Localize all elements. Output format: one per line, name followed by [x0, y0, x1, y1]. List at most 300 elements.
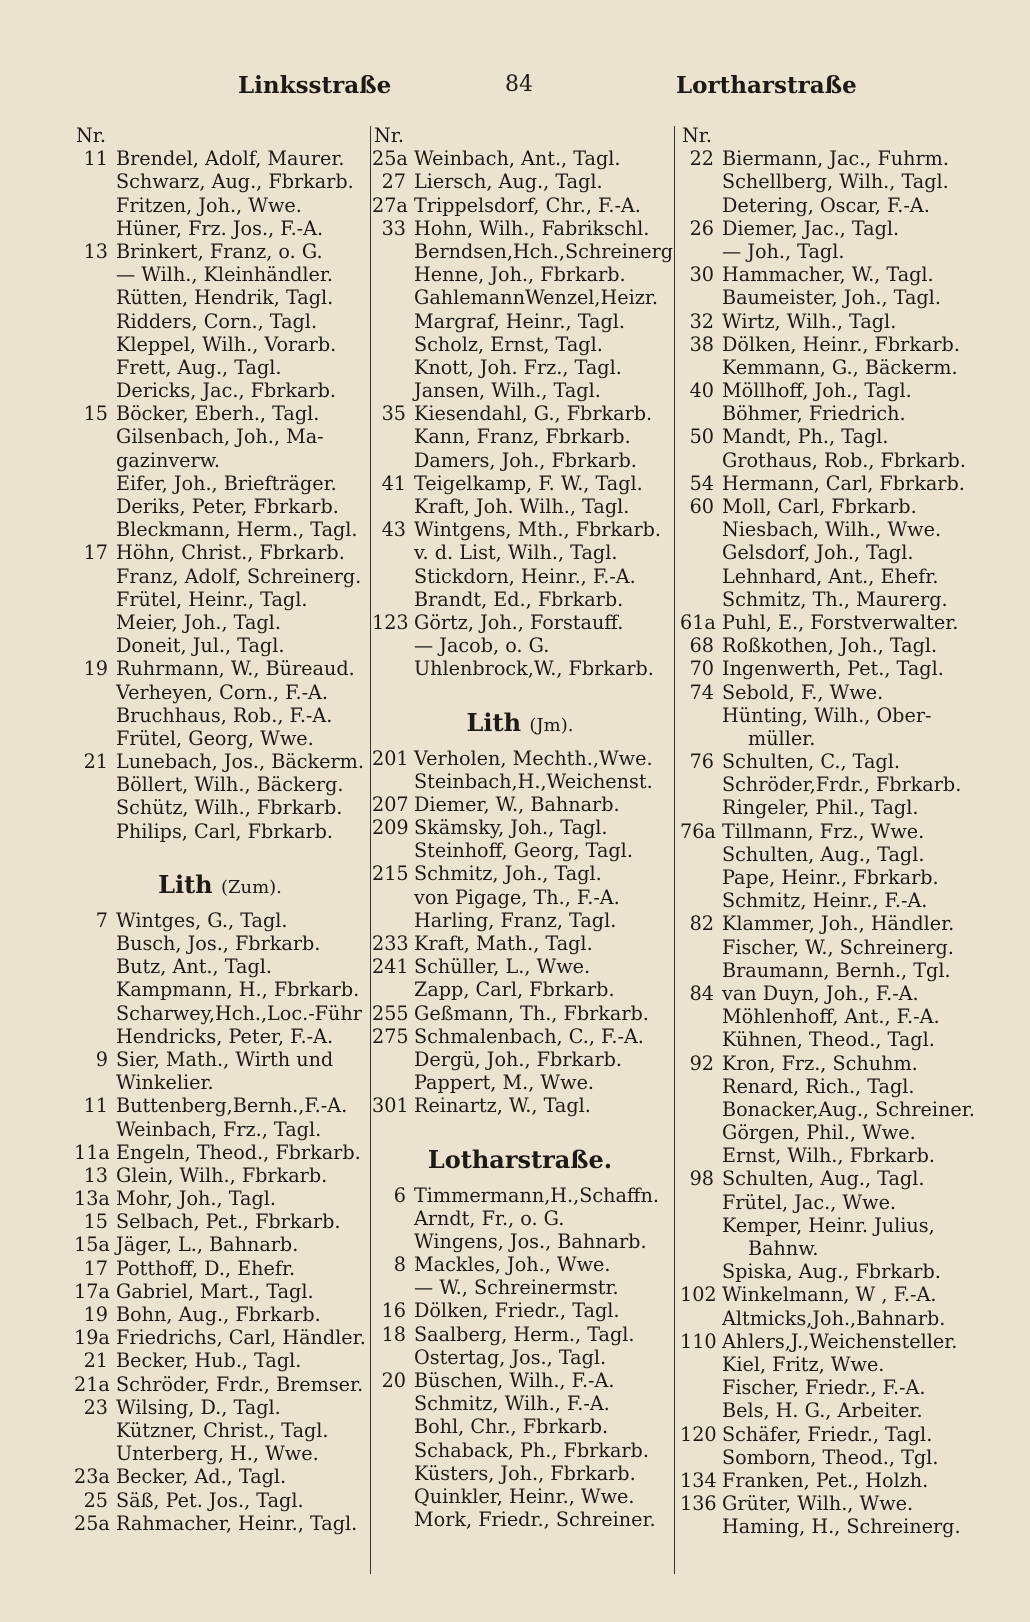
resident-name: Schaback, Ph., Fbrkarb. [414, 1438, 649, 1462]
resident-name: Uhlenbrock,W., Fbrkarb. [414, 657, 654, 681]
resident-name: Berndsen,Hch.,Schreinerg [414, 239, 674, 263]
house-number: 61a [680, 610, 716, 634]
resident-name: Schröder,Frdr., Fbrkarb. [722, 773, 962, 797]
resident-name: Schmitz, Heinr., F.-A. [722, 889, 928, 913]
house-number: 23a [74, 1465, 110, 1489]
resident-name: Kron, Frz., Schuhm. [722, 1051, 918, 1075]
resident-name: Diemer, Jac., Tagl. [722, 216, 900, 240]
resident-entry [372, 588, 668, 611]
resident-entry [74, 1094, 366, 1117]
resident-name: Mackles, Joh., Wwe. [414, 1253, 611, 1277]
resident-entry [74, 1002, 366, 1025]
resident-entry [74, 472, 366, 495]
resident-name: Mork, Friedr., Schreiner. [414, 1508, 656, 1532]
resident-name: Schmitz, Th., Maurerg. [722, 587, 948, 611]
resident-name: Dericks, Jac., Fbrkarb. [116, 379, 337, 403]
house-number: 82 [689, 912, 714, 936]
resident-entry [372, 449, 668, 472]
resident-name: Weinbach, Frz., Tagl. [116, 1117, 322, 1141]
resident-entry [372, 1025, 668, 1048]
resident-name: Fischer, W., Schreinerg. [722, 935, 954, 959]
resident-entry [372, 1002, 668, 1025]
resident-name: Philips, Carl, Fbrkarb. [116, 819, 334, 843]
resident-name: Mohr, Joh., Tagl. [116, 1187, 276, 1211]
resident-name: Hermann, Carl, Fbrkarb. [722, 471, 965, 495]
resident-name: Moll, Carl, Fbrkarb. [722, 495, 917, 518]
resident-name: Bruchhaus, Rob., F.-A. [116, 703, 333, 727]
resident-name: Kann, Franz, Fbrkarb. [414, 425, 631, 449]
resident-name: Möhlenhoff, Ant., F.-A. [722, 1005, 940, 1029]
resident-entry [74, 356, 366, 379]
resident-entry [680, 286, 1000, 309]
resident-entry [680, 1005, 1000, 1028]
resident-entry [74, 909, 366, 932]
resident-entry [680, 1167, 1000, 1190]
house-number: 74 [689, 680, 714, 704]
resident-name: Wintges, G., Tagl. [116, 908, 288, 932]
entry-continuation: gazinverw. [116, 448, 220, 472]
resident-entry [372, 402, 668, 425]
resident-name: Görtz, Joh., Forstauff. [414, 610, 624, 634]
resident-entry [680, 495, 1000, 518]
resident-name: Dölken, Heinr., Fbrkarb. [722, 332, 960, 356]
resident-entry [680, 704, 1000, 727]
resident-entry [74, 240, 366, 263]
resident-entry [372, 747, 668, 770]
house-number: 60 [689, 495, 714, 518]
house-number: 25a [372, 147, 408, 171]
resident-name: Quinkler, Heinr., Wwe. [414, 1484, 635, 1508]
resident-entry [680, 959, 1000, 982]
resident-entry [680, 936, 1000, 959]
house-number: 275 [372, 1024, 409, 1048]
resident-entry [680, 240, 1000, 263]
resident-entry [680, 1399, 1000, 1422]
resident-name: Hendricks, Peter, F.-A. [116, 1024, 334, 1048]
resident-name: Frütel, Georg, Wwe. [116, 726, 314, 750]
house-number: 40 [689, 379, 714, 403]
resident-entry [74, 1048, 366, 1071]
resident-name: Gabriel, Mart., Tagl. [116, 1279, 314, 1303]
resident-entry [74, 170, 366, 193]
resident-entry [680, 1283, 1000, 1306]
resident-name: Schmitz, Joh., Tagl. [414, 862, 602, 886]
resident-name: Steinhoff, Georg, Tagl. [414, 839, 633, 863]
resident-name: Schulten, C., Tagl. [722, 750, 900, 774]
house-number: 13a [74, 1187, 110, 1211]
street-name: Lith [466, 707, 522, 737]
house-number: 32 [689, 309, 714, 333]
page-header [0, 72, 1030, 106]
house-number: 120 [680, 1422, 717, 1446]
house-number: 33 [381, 216, 406, 240]
resident-name: Ahlers,J.,Weichensteller. [722, 1329, 958, 1353]
house-number: 50 [689, 425, 714, 449]
resident-name: Puhl, E., Forstverwalter. [722, 610, 959, 634]
resident-name: Engeln, Theod., Fbrkarb. [116, 1140, 361, 1164]
resident-name: Stickdorn, Heinr., F.-A. [414, 564, 636, 588]
street-heading [372, 681, 668, 747]
resident-entry [680, 1469, 1000, 1492]
resident-entry [74, 333, 366, 356]
resident-name: Detering, Oscar, F.-A. [722, 193, 930, 217]
house-number: 18 [381, 1322, 406, 1346]
house-number: 15 [83, 1210, 108, 1234]
resident-name: Unterberg, H., Wwe. [116, 1442, 319, 1466]
resident-entry [74, 657, 366, 680]
resident-name: Doneit, Jul., Tagl. [116, 634, 285, 658]
house-number: 23 [83, 1395, 108, 1419]
resident-entry [680, 1028, 1000, 1051]
street-name: Lotharstraße. [427, 1144, 613, 1174]
resident-name: Deriks, Peter, Fbrkarb. [116, 495, 339, 518]
resident-entry [372, 1276, 668, 1299]
house-number: 215 [372, 862, 409, 886]
resident-name: Hammacher, W., Tagl. [722, 263, 934, 287]
resident-name: Fritzen, Joh., Wwe. [116, 193, 302, 217]
resident-entry [372, 541, 668, 564]
resident-name: Trippelsdorf, Chr., F.-A. [414, 193, 641, 217]
resident-name: Kampmann, H., Fbrkarb. [116, 978, 360, 1002]
resident-name: Wingens, Jos., Bahnarb. [414, 1229, 647, 1253]
resident-name: Pape, Heinr., Fbrkarb. [722, 866, 939, 889]
resident-entry [680, 541, 1000, 564]
resident-entry [680, 1353, 1000, 1376]
resident-name: Görgen, Phil., Wwe. [722, 1121, 916, 1145]
street-heading [372, 1118, 668, 1184]
resident-name: Baumeister, Joh., Tagl. [722, 286, 941, 310]
resident-entry [74, 1210, 366, 1233]
resident-name: Verholen, Mechth.,Wwe. [414, 746, 653, 770]
resident-name: Frett, Aug., Tagl. [116, 355, 282, 379]
resident-entry [680, 170, 1000, 193]
house-number: 11 [83, 1094, 108, 1118]
resident-name: van Duyn, Joh., F.-A. [722, 981, 919, 1005]
resident-entry [680, 1515, 1000, 1538]
resident-entry [372, 495, 668, 518]
resident-name: — W., Schreinermstr. [414, 1276, 619, 1300]
resident-entry [372, 1462, 668, 1485]
resident-entry [74, 750, 366, 773]
street-name: Lith [158, 869, 213, 899]
resident-name: Ingenwerth, Pet., Tagl. [722, 657, 944, 681]
resident-entry [372, 147, 668, 170]
resident-entry [74, 1118, 366, 1141]
resident-name: Skämsky, Joh., Tagl. [414, 816, 608, 840]
resident-entry [74, 978, 366, 1001]
resident-entry [74, 1280, 366, 1303]
house-number: 26 [689, 216, 714, 240]
resident-entry [372, 1299, 668, 1322]
number-column-label: Nr. [374, 124, 404, 147]
number-column-label: Nr. [76, 124, 106, 147]
resident-name: Steinbach,H.,Weichenst. [414, 769, 653, 793]
resident-entry [680, 1376, 1000, 1399]
resident-name: Frütel, Jac., Wwe. [722, 1190, 897, 1214]
resident-entry [372, 239, 674, 263]
resident-name: Kützner, Christ., Tagl. [116, 1418, 329, 1442]
house-number: 233 [372, 932, 409, 955]
house-number: 30 [689, 263, 714, 287]
running-head-left: Linksstraße [238, 72, 392, 99]
house-number: 27 [381, 170, 406, 194]
resident-name: Böcker, Eberh., Tagl. [116, 402, 320, 426]
house-number: 25a [74, 1511, 110, 1535]
resident-entry [680, 356, 1000, 379]
resident-name: Fischer, Friedr., F.-A. [722, 1376, 926, 1400]
resident-name: Braumann, Bernh., Tgl. [722, 958, 951, 982]
resident-name: Schüller, L., Wwe. [414, 955, 591, 979]
resident-entry [372, 333, 668, 356]
resident-name: Pappert, M., Wwe. [414, 1071, 595, 1095]
resident-entry [74, 1419, 366, 1442]
resident-name: Franz, Adolf, Schreinerg. [116, 564, 362, 588]
resident-entry [372, 1230, 668, 1253]
resident-entry [372, 862, 668, 885]
resident-entry [74, 286, 366, 309]
resident-entry [372, 194, 668, 217]
resident-entry [74, 1164, 366, 1187]
resident-entry [680, 1191, 1000, 1214]
resident-entry [74, 634, 366, 657]
number-column-label: Nr. [682, 124, 712, 147]
house-number: 25 [83, 1488, 108, 1512]
resident-entry [680, 1144, 1000, 1167]
house-number: 209 [372, 816, 409, 840]
house-number: 7 [95, 908, 108, 932]
resident-entry [680, 425, 1000, 448]
house-number: 110 [680, 1329, 717, 1353]
resident-entry [372, 1253, 668, 1276]
resident-entry [74, 727, 366, 750]
resident-entry [74, 1465, 366, 1488]
resident-name: Küsters, Joh., Fbrkarb. [414, 1461, 636, 1485]
resident-entry [680, 750, 1000, 773]
resident-name: Sier, Math., Wirth und [116, 1047, 334, 1071]
resident-name: Knott, Joh. Frz., Tagl. [414, 355, 622, 379]
house-number: 9 [95, 1047, 108, 1071]
resident-entry [680, 263, 1000, 286]
house-number: 8 [393, 1253, 406, 1277]
directory-column-2 [372, 124, 674, 1532]
resident-name: Scharwey,Hch.,Loc.-Führ [116, 1001, 362, 1025]
entry-continuation: Bahnw. [748, 1237, 819, 1260]
resident-name: Reinartz, W., Tagl. [414, 1094, 591, 1118]
resident-entry [74, 194, 366, 217]
house-number: 76a [680, 819, 716, 843]
resident-entry [372, 1094, 668, 1117]
house-number: 11 [83, 147, 108, 171]
resident-entry [372, 611, 668, 634]
resident-name: Scholz, Ernst, Tagl. [414, 332, 603, 356]
resident-entry [372, 1346, 668, 1369]
resident-entry [680, 310, 1000, 333]
resident-name: Schwarz, Aug., Fbrkarb. [116, 170, 354, 194]
resident-name: Schellberg, Wilh., Tagl. [722, 170, 949, 194]
resident-name: Schmitz, Wilh., F.-A. [414, 1392, 610, 1416]
house-number: 17 [83, 541, 108, 565]
resident-name: Brinkert, Franz, o. G. [116, 239, 323, 263]
resident-name: Ridders, Corn., Tagl. [116, 309, 318, 333]
resident-name: Franken, Pet., Holzh. [722, 1468, 929, 1492]
resident-name: Haming, H., Schreinerg. [722, 1515, 961, 1539]
resident-name: — Joh., Tagl. [722, 239, 845, 263]
resident-entry [680, 773, 1000, 796]
resident-name: Zapp, Carl, Fbrkarb. [414, 978, 615, 1002]
resident-name: Winkelmann, W , F.-A. [722, 1283, 937, 1307]
resident-entry [372, 657, 668, 680]
resident-name: Meier, Joh., Tagl. [116, 610, 281, 634]
house-number: 84 [689, 981, 714, 1005]
house-number: 301 [372, 1094, 409, 1118]
resident-name: Dergü, Joh., Fbrkarb. [414, 1047, 623, 1071]
resident-entry [372, 886, 668, 909]
house-number: 17 [83, 1256, 108, 1280]
house-number: 241 [372, 955, 409, 979]
house-number: 21 [83, 750, 108, 774]
resident-entry [74, 932, 366, 955]
resident-entry [74, 611, 366, 634]
resident-entry [372, 1323, 668, 1346]
resident-entry [680, 611, 1000, 634]
resident-entry [372, 909, 668, 932]
resident-name: Bohl, Chr., Fbrkarb. [414, 1415, 609, 1439]
house-number: 70 [689, 657, 714, 681]
resident-name: Böhmer, Friedrich. [722, 402, 906, 426]
resident-entry [680, 1260, 1000, 1283]
resident-name: Spiska, Aug., Fbrkarb. [722, 1260, 941, 1284]
resident-entry [74, 1512, 366, 1535]
house-number: 6 [393, 1183, 406, 1207]
resident-entry [680, 472, 1000, 495]
resident-name: Buttenberg,Bernh.,F.-A. [116, 1094, 348, 1118]
house-number: 41 [381, 471, 406, 495]
resident-name: Hohn, Wilh., Fabrikschl. [414, 216, 650, 240]
resident-name: Roßkothen, Joh., Tagl. [722, 634, 938, 658]
resident-entry [680, 379, 1000, 402]
resident-name: Ernst, Wilh., Fbrkarb. [722, 1144, 935, 1168]
resident-entry [372, 310, 668, 333]
street-qualifier: (Zum). [220, 876, 282, 898]
resident-name: Schulten, Aug., Tagl. [722, 1167, 925, 1191]
resident-name: Kiel, Fritz, Wwe. [722, 1352, 885, 1376]
resident-name: Sebold, F., Wwe. [722, 680, 884, 704]
resident-name: Kühnen, Theod., Tagl. [722, 1028, 935, 1052]
directory-column-3 [680, 124, 1000, 1538]
resident-name: — Wilh., Kleinhändler. [116, 263, 334, 287]
resident-entry [680, 402, 1000, 425]
resident-entry [372, 1508, 668, 1531]
resident-entry [372, 978, 668, 1001]
house-number: 255 [372, 1001, 409, 1025]
house-number: 207 [372, 792, 409, 816]
resident-entry [74, 1489, 366, 1512]
resident-entry [372, 932, 668, 955]
resident-name: Margraf, Heinr., Tagl. [414, 309, 625, 333]
resident-entry [372, 1071, 668, 1094]
resident-entry [680, 1446, 1000, 1469]
house-number: 11a [74, 1140, 110, 1164]
resident-entry [680, 333, 1000, 356]
resident-name: Gelsdorf, Joh., Tagl. [722, 541, 914, 565]
resident-name: Jansen, Wilh., Tagl. [414, 379, 601, 403]
house-number: 19 [83, 657, 108, 681]
resident-entry [680, 657, 1000, 680]
resident-name: Klammer, Joh., Händler. [722, 912, 955, 936]
resident-name: Becker, Hub., Tagl. [116, 1349, 302, 1373]
resident-entry [372, 263, 668, 286]
house-number: 134 [680, 1468, 717, 1492]
resident-entry [680, 796, 1000, 819]
resident-name: Glein, Wilh., Fbrkarb. [116, 1163, 328, 1187]
house-number: 201 [372, 746, 409, 770]
resident-name: Wilsing, D., Tagl. [116, 1395, 281, 1419]
resident-name: Schulten, Aug., Tagl. [722, 842, 925, 866]
resident-entry [680, 681, 1000, 704]
resident-entry [372, 217, 668, 240]
resident-name: Bleckmann, Herm., Tagl. [116, 518, 358, 542]
house-number: 76 [689, 750, 714, 774]
house-number: 17a [74, 1279, 110, 1303]
house-number: 27a [372, 193, 408, 217]
resident-name: Biermann, Jac., Fuhrm. [722, 147, 949, 171]
resident-name: Gilsenbach, Joh., Ma- [116, 425, 324, 449]
house-number: 92 [689, 1051, 714, 1075]
resident-name: Becker, Ad., Tagl. [116, 1465, 287, 1489]
resident-name: Böllert, Wilh., Bäckerg. [116, 773, 344, 797]
resident-name: Harling, Franz, Tagl. [414, 908, 617, 932]
resident-name: Möllhoff, Joh., Tagl. [722, 379, 912, 403]
resident-entry [680, 1423, 1000, 1446]
resident-name: Henne, Joh., Fbrkarb. [414, 263, 626, 287]
resident-name: Kleppel, Wilh., Vorarb. [116, 332, 337, 356]
resident-entry [680, 843, 1000, 866]
resident-entry [680, 565, 1000, 588]
resident-name: Bohn, Aug., Fbrkarb. [116, 1303, 321, 1326]
house-number: 38 [689, 332, 714, 356]
resident-entry [680, 449, 1000, 472]
resident-name: Lunebach, Jos., Bäckerm. [116, 750, 364, 774]
resident-name: Mandt, Ph., Tagl. [722, 425, 889, 449]
resident-entry [372, 170, 668, 193]
resident-entry [680, 1052, 1000, 1075]
house-number: 20 [381, 1369, 406, 1392]
resident-name: Jäger, L., Bahnarb. [116, 1233, 299, 1257]
resident-name: Niesbach, Wilh., Wwe. [722, 518, 942, 542]
resident-name: Schmalenbach, C., F.-A. [414, 1024, 644, 1048]
resident-entry [74, 1303, 366, 1326]
street-qualifier: (Jm). [529, 714, 574, 736]
house-number: 21 [83, 1349, 108, 1373]
resident-entry [372, 793, 668, 816]
resident-entry [74, 402, 366, 425]
resident-entry [372, 839, 668, 862]
resident-name: Eifer, Joh., Briefträger. [116, 471, 337, 495]
resident-entry [680, 1330, 1000, 1353]
resident-name: Tillmann, Frz., Wwe. [722, 819, 925, 843]
resident-entry [74, 1025, 366, 1048]
resident-entry [74, 704, 366, 727]
resident-entry [74, 379, 366, 402]
resident-entry [372, 425, 668, 448]
resident-entry [372, 634, 668, 657]
resident-name: Frütel, Heinr., Tagl. [116, 587, 308, 611]
resident-name: Saalberg, Herm., Tagl. [414, 1322, 635, 1346]
resident-entry [372, 816, 668, 839]
resident-name: v. d. List, Wilh., Tagl. [414, 541, 618, 565]
resident-name: Butz, Ant., Tagl. [116, 955, 272, 979]
resident-entry [680, 982, 1000, 1005]
